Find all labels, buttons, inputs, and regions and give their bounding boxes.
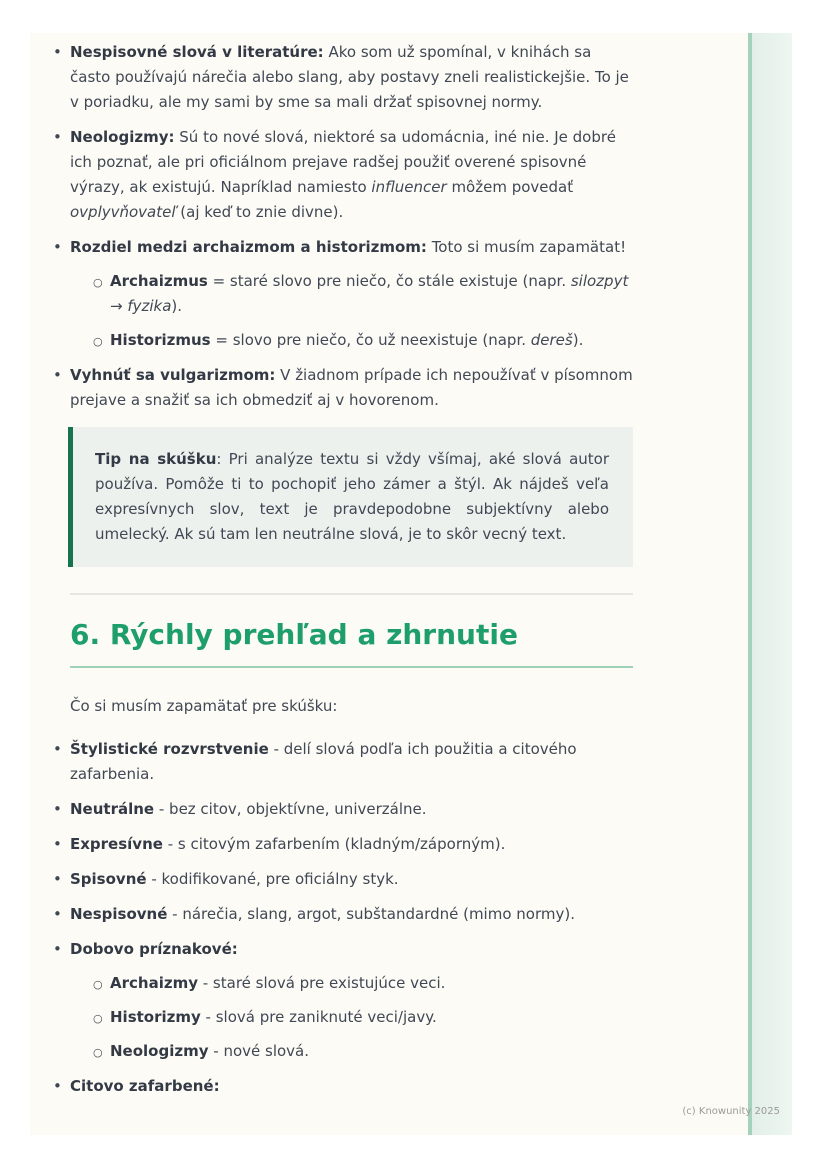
sub-list-item xyxy=(110,971,633,996)
italic-text: ovplyvňovateľ xyxy=(70,203,176,221)
list-item xyxy=(70,363,633,413)
sub-list xyxy=(110,269,633,353)
list-item xyxy=(70,737,633,787)
bold-text: Expresívne xyxy=(70,835,163,853)
bold-text: Citovo zafarbené: xyxy=(70,1077,220,1095)
italic-text: influencer xyxy=(371,178,447,196)
bold-text: Nespisovné xyxy=(70,905,168,923)
tip-text xyxy=(95,447,609,547)
text-run: môžem povedať xyxy=(446,178,574,196)
bold-text: Neologizmy: xyxy=(70,128,175,146)
notes-bullet-list xyxy=(70,40,633,413)
list-item xyxy=(70,867,633,892)
section-heading: 6. Rýchly prehľad a zhrnutie xyxy=(70,617,633,668)
text-run: Sú to nové slová, niektoré sa udomácnia, iné nie. Je dobré ich poznať, ale pri oficiálnom prejave radšej použiť overené spisovné výrazy, ak existujú. Napríklad namiesto xyxy=(70,128,616,196)
text-run: Ako som už spomínal, v knihách sa často používajú nárečia alebo slang, aby postavy zneli realistickejšie. To je v poriadku, ale my sami by sme sa mali držať spisovnej normy. xyxy=(70,43,629,111)
footer-credit: (c) Knowunity 2025 xyxy=(682,1106,780,1117)
list-item xyxy=(70,1074,633,1099)
tip-callout xyxy=(68,427,633,567)
text-run: - delí slová podľa ich použitia a citového zafarbenia. xyxy=(70,740,577,783)
list-item xyxy=(70,40,633,115)
text-run: - bez citov, objektívne, univerzálne. xyxy=(154,800,427,818)
text-run: V žiadnom prípade ich nepoužívať v písomnom prejave a snažiť sa ich obmedziť aj v hovorenom. xyxy=(70,366,633,409)
sub-list xyxy=(110,971,633,1064)
summary-bullet-list xyxy=(70,737,633,1099)
text-run: = staré slovo pre niečo, čo stále existuje (napr. xyxy=(207,272,571,290)
bold-text: Rozdiel medzi archaizmom a historizmom: xyxy=(70,238,427,256)
bold-text: Nespisovné slová v literatúre: xyxy=(70,43,324,61)
italic-text: dereš xyxy=(530,331,573,349)
list-item xyxy=(70,235,633,353)
text-run: - slová pre zaniknuté veci/javy. xyxy=(200,1008,437,1026)
list-item xyxy=(70,832,633,857)
sub-list-item xyxy=(110,1039,633,1064)
section-divider xyxy=(70,593,633,595)
bold-text: Historizmy xyxy=(110,1008,201,1026)
bold-text: Spisovné xyxy=(70,870,147,888)
list-item xyxy=(70,902,633,927)
text-run: = slovo pre niečo, čo už neexistuje (napr. xyxy=(210,331,531,349)
text-run: ). xyxy=(171,297,183,315)
text-run: - s citovým zafarbením (kladným/záporným). xyxy=(162,835,506,853)
text-run: ). xyxy=(572,331,584,349)
sub-list-item xyxy=(110,1005,633,1030)
list-item xyxy=(70,125,633,225)
text-run: - staré slová pre existujúce veci. xyxy=(197,974,446,992)
sub-list-item xyxy=(110,269,633,319)
document-page xyxy=(30,33,792,1135)
list-item xyxy=(70,937,633,1064)
text-run: - nárečia, slang, argot, subštandardné (mimo normy). xyxy=(167,905,575,923)
intro-text: Čo si musím zapamätať pre skúšku: xyxy=(70,697,338,715)
text-run: - kodifikované, pre oficiálny styk. xyxy=(146,870,399,888)
list-item xyxy=(70,797,633,822)
bold-text: Historizmus xyxy=(110,331,211,349)
bold-text: Vyhnúť sa vulgarizmom: xyxy=(70,366,276,384)
page-content xyxy=(30,33,792,1099)
text-run: (aj keď to znie divne). xyxy=(175,203,344,221)
bold-text: Archaizmy xyxy=(110,974,198,992)
bold-text: Archaizmus xyxy=(110,272,208,290)
text-run: - nové slová. xyxy=(208,1042,310,1060)
bold-text: Neologizmy xyxy=(110,1042,209,1060)
bold-text: Dobovo príznakové: xyxy=(70,940,238,958)
sub-list-item xyxy=(110,328,633,353)
text-run: → xyxy=(110,297,128,315)
italic-text: fyzika xyxy=(127,297,172,315)
bold-text: Neutrálne xyxy=(70,800,155,818)
text-run: Toto si musím zapamätat! xyxy=(426,238,627,256)
bold-text: Tip na skúšku xyxy=(95,450,217,468)
bold-text: Štylistické rozvrstvenie xyxy=(70,740,269,758)
text-run: : Pri analýze textu si vždy všímaj, aké slová autor používa. Pomôže ti to pochopiť jeho zámer a štýl. Ak nájdeš veľa expresívnych slov, text je pravdepodobne subjektívny alebo umelecký. Ak sú tam len neutrálne slová, je to skôr vecný text. xyxy=(95,450,609,543)
italic-text: silozpyt xyxy=(570,272,629,290)
